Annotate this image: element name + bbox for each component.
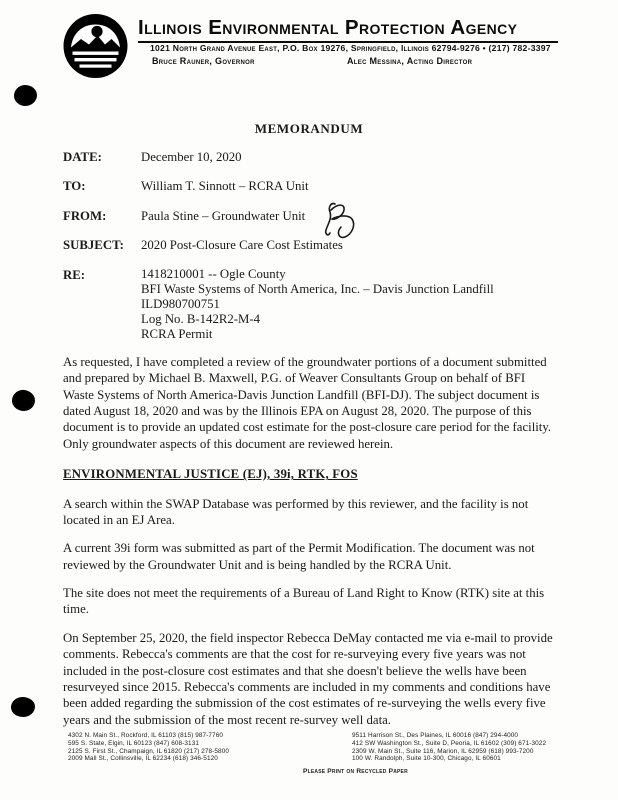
- memo-body: [63, 149, 559, 740]
- field-date-value: December 10, 2020: [141, 150, 242, 164]
- body-paragraph: The site does not meet the requirements of a Bureau of Land Right to Know (RTK) site at this time.: [63, 586, 545, 617]
- re-line: 1418210001 -- Ogle County: [141, 266, 286, 281]
- iepa-seal-icon: [63, 14, 128, 78]
- memo-title: MEMORANDUM: [254, 121, 364, 136]
- field-subject: [63, 237, 559, 253]
- section-heading: ENVIRONMENTAL JUSTICE (EJ), 39i, RTK, FOS: [63, 467, 358, 482]
- field-from-value: [141, 208, 559, 224]
- body-paragraph: A search within the SWAP Database was performed by this reviewer, and the facility is not located in an EJ Area.: [63, 496, 529, 527]
- field-date: [63, 149, 559, 165]
- director-name: Alec Messina, Acting Director: [347, 56, 473, 66]
- footer-offices-right: [352, 732, 568, 763]
- office-address: 4302 N. Main St., Rockford, IL 61103 (815) 987-7760: [68, 732, 224, 739]
- agency-address: 1021 North Grand Avenue East, P.O. Box 19276, Springfield, Illinois 62794-9276 • (217) 782-3397: [150, 43, 551, 53]
- field-subject-value: 2020 Post-Closure Care Cost Estimates: [141, 238, 343, 253]
- field-re: [63, 267, 559, 342]
- field-subject-label: SUBJECT:: [63, 238, 124, 253]
- office-address: 2009 Mall St., Collinsville, IL 62234 (618) 346-5120: [68, 755, 218, 763]
- field-to: [63, 178, 559, 194]
- office-address: 595 S. State, Elgin, IL 60123 (847) 608-3131: [68, 739, 200, 747]
- field-re-value: [141, 267, 559, 342]
- field-to-value: William T. Sinnott – RCRA Unit: [141, 179, 309, 194]
- intro-paragraph: As requested, I have completed a review of the groundwater portions of a document submitted and prepared by Michael B. Maxwell, P.G. of Weaver Consultants Group on behalf of BFI Waste Systems of North America-Davis Junction Landfill (BFI-DJ). The subject document is dated August 18, 2020 and was by the Illinois EPA on August 28, 2020. The purpose of this document is to provide an updated cost estimate for the post-closure care period for the facility. Only groundwater aspects of this document are reviewed herein.: [63, 354, 552, 451]
- field-from-text: Paula Stine – Groundwater Unit: [141, 208, 306, 223]
- body-paragraph: On September 25, 2020, the field inspector Rebecca DeMay contacted me via e-mail to provide comments. Rebecca's comments are that the cost for re-surveying every five years was not included in the post-closure cost estimates and that she doesn't believe the wells have been resurveyed since 2015. Rebecca's comments are included in my comments and conditions have been added regarding the submission of the cost estimates of re-surveying the wells every five years and the submission of the most recent re-survey well data.: [63, 630, 553, 727]
- hole-punch-mark: [11, 389, 37, 413]
- office-address: 2309 W. Main St., Suite 116, Marion, IL 62959 (618) 993-7200: [352, 747, 534, 755]
- re-line: Log No. B-142R2-M-4: [141, 311, 261, 326]
- hole-punch-mark: [14, 85, 37, 106]
- footer-offices: [68, 732, 568, 763]
- office-address: 412 SW Washington St., Suite D, Peoria, IL 61602 (309) 671-3022: [352, 739, 547, 747]
- field-from: [63, 208, 559, 224]
- field-to-label: TO:: [63, 179, 86, 194]
- footer-offices-left: [68, 732, 352, 763]
- field-date-label: DATE:: [63, 150, 102, 164]
- field-from-label: FROM:: [63, 208, 107, 223]
- recycled-paper-note: Please Print on Recycled Paper: [303, 768, 408, 775]
- agency-name: Illinois Environmental Protection Agency: [138, 16, 558, 43]
- body-paragraph: A current 39i form was submitted as part of the Permit Modification. The document was not reviewed by the Groundwater Unit and is being handled by the RCRA Unit.: [63, 541, 535, 572]
- office-address: 2125 S. First St., Champaign, IL 61820 (217) 278-5800: [68, 747, 230, 755]
- field-re-label: RE:: [63, 267, 86, 282]
- governor-name: Bruce Rauner, Governor: [152, 56, 255, 66]
- office-address: 9511 Harrison St., Des Plaines, IL 60016 (847) 294-4000: [352, 732, 519, 739]
- re-line: ILD980700751: [141, 296, 220, 311]
- re-line: RCRA Permit: [141, 326, 213, 341]
- hole-punch-mark: [11, 697, 35, 717]
- office-address: 100 W. Randolph, Suite 10-300, Chicago, IL 60601: [352, 755, 501, 763]
- re-line: BFI Waste Systems of North America, Inc. – Davis Junction Landfill: [141, 281, 494, 296]
